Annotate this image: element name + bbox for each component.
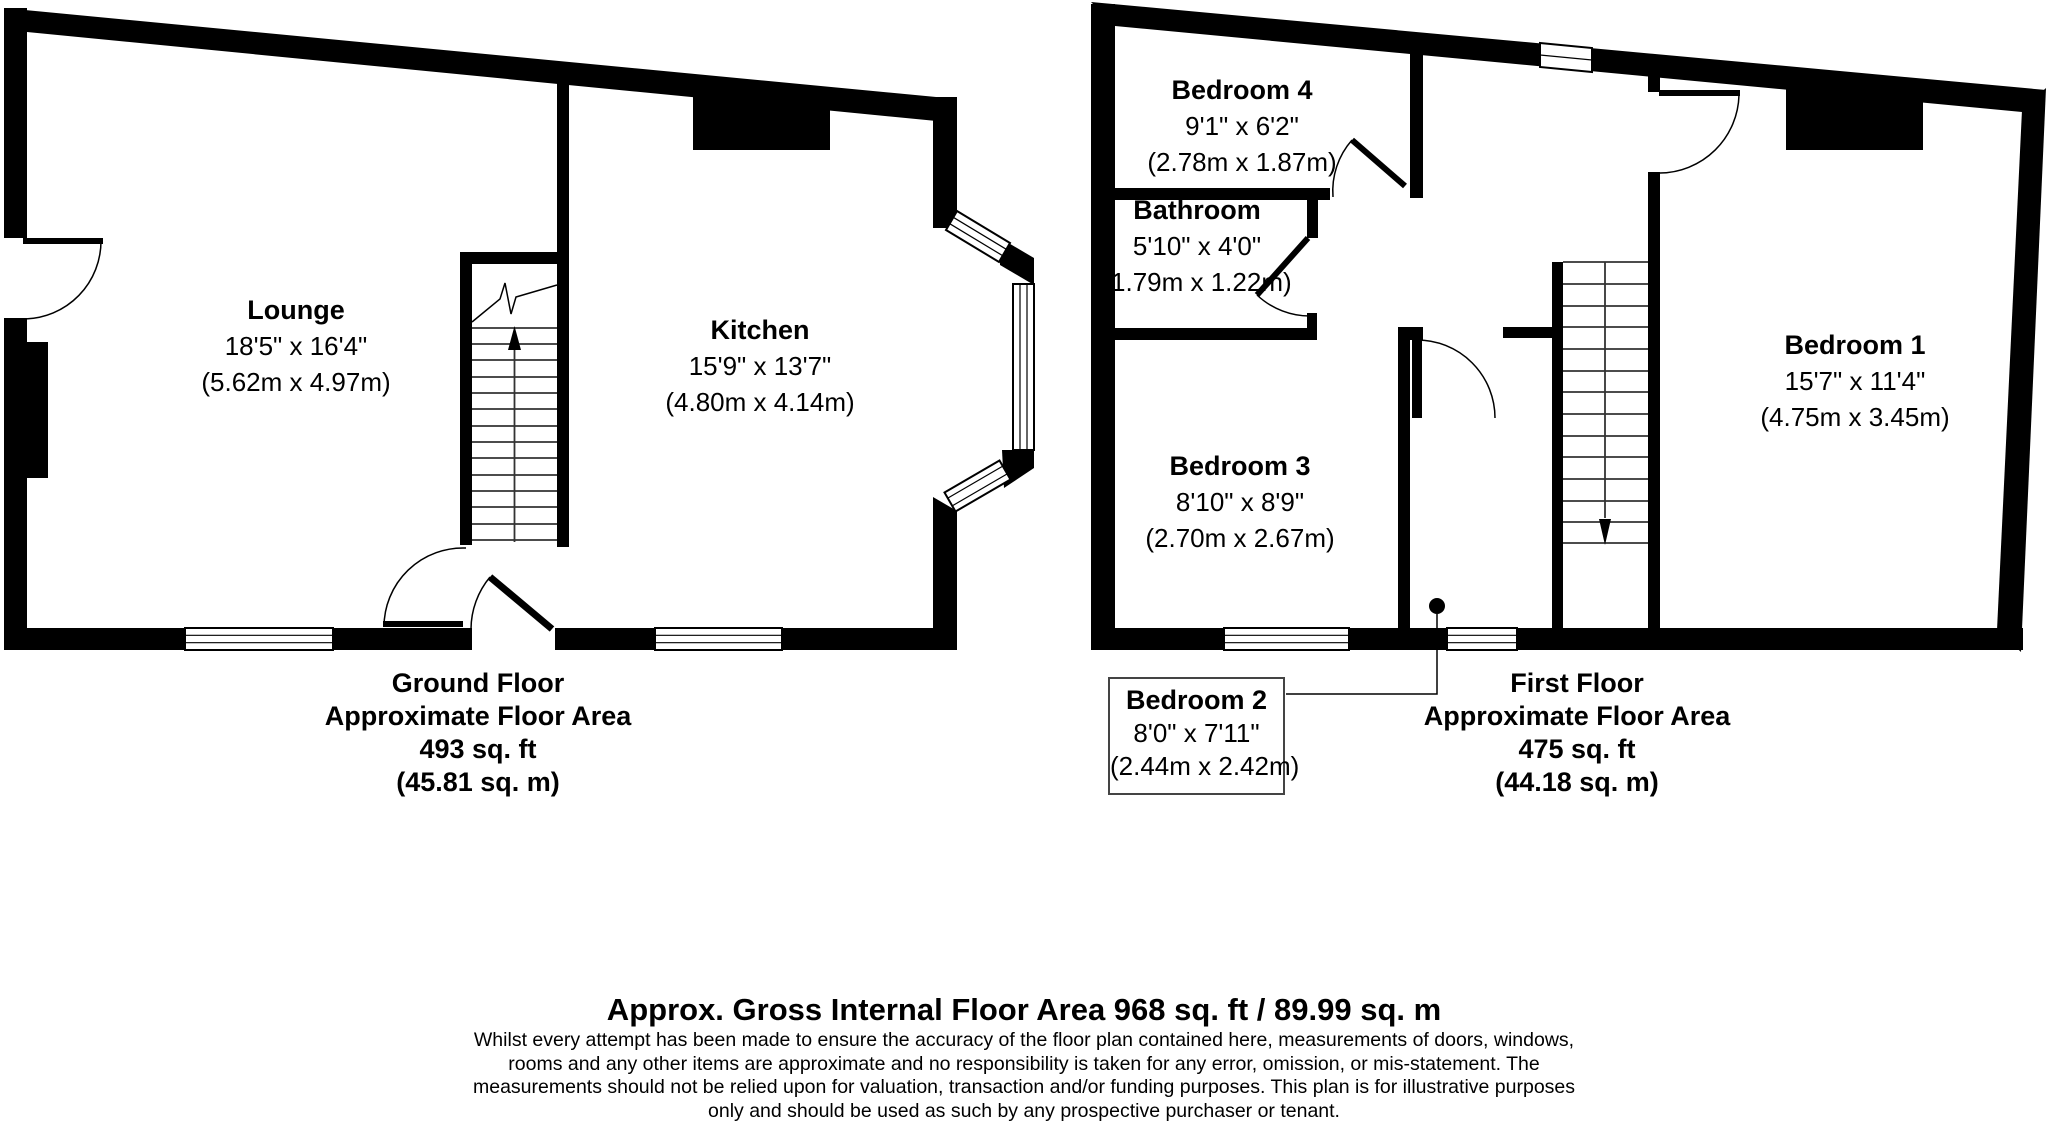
room-dims-m: (5.62m x 4.97m) bbox=[201, 364, 390, 400]
disclaimer-line: Whilst every attempt has been made to ensure the accuracy of the floor plan contained here, measurements of doors, windows, bbox=[473, 1029, 1575, 1053]
room-dims-m: (2.70m x 2.67m) bbox=[1145, 520, 1334, 556]
floor-title: Ground Floor bbox=[325, 667, 632, 700]
ground-floor-plan bbox=[4, 8, 1034, 650]
ground-floor-windows bbox=[185, 211, 1034, 650]
window-bedroom3 bbox=[1224, 628, 1349, 650]
first-floor-summary bbox=[1424, 667, 1731, 799]
room-dims-ft: 9'1" x 6'2" bbox=[1147, 108, 1336, 144]
room-dims-m: (2.78m x 1.87m) bbox=[1147, 144, 1336, 180]
disclaimer-line: measurements should not be relied upon for valuation, transaction and/or funding purposes. This plan is for illustrative purposes bbox=[473, 1076, 1575, 1100]
door-bedroom4 bbox=[1333, 140, 1405, 197]
room-name: Bedroom 4 bbox=[1147, 72, 1336, 108]
room-dims-ft: 5'10" x 4'0" bbox=[1102, 228, 1291, 264]
kitchen-label bbox=[665, 312, 854, 420]
window-bedroom2 bbox=[1447, 628, 1517, 650]
room-dims-ft: 18'5" x 16'4" bbox=[201, 328, 390, 364]
room-dims-ft: 15'9" x 13'7" bbox=[665, 348, 854, 384]
window-landing-top bbox=[1540, 43, 1592, 72]
stairs-down-arrow bbox=[1599, 519, 1611, 545]
room-name: Kitchen bbox=[665, 312, 854, 348]
floor-area-ft: 475 sq. ft bbox=[1424, 733, 1731, 766]
door-bedroom1 bbox=[1659, 93, 1740, 173]
room-dims-m: (4.80m x 4.14m) bbox=[665, 384, 854, 420]
stairs-up bbox=[472, 283, 557, 542]
floor-area-m: (45.81 sq. m) bbox=[325, 766, 632, 799]
stairs-down bbox=[1563, 262, 1648, 545]
ground-floor-summary bbox=[325, 667, 632, 799]
room-name: Bedroom 1 bbox=[1760, 327, 1949, 363]
room-dims-m: (2.44m x 2.42m) bbox=[1110, 750, 1283, 783]
disclaimer-line: rooms and any other items are approximate and no responsibility is taken for any error, omission, or mis-statement. The bbox=[473, 1053, 1575, 1077]
room-name: Lounge bbox=[201, 292, 390, 328]
room-name: Bathroom bbox=[1102, 192, 1291, 228]
window-front-left bbox=[185, 628, 333, 650]
bedroom1-label bbox=[1760, 327, 1949, 435]
window-front-right bbox=[655, 628, 782, 650]
door-bedroom2 bbox=[1417, 334, 1495, 418]
room-dims-ft: 15'7" x 11'4" bbox=[1760, 363, 1949, 399]
gross-area-title: Approx. Gross Internal Floor Area 968 sq. ft / 89.99 sq. m bbox=[607, 992, 1441, 1028]
door-lounge-passage bbox=[383, 548, 466, 627]
bedroom4-label bbox=[1147, 72, 1336, 180]
door-lounge-entrance bbox=[23, 241, 103, 319]
room-dims-m: (1.79m x 1.22m) bbox=[1102, 264, 1291, 300]
floor-subtitle: Approximate Floor Area bbox=[325, 700, 632, 733]
lounge-label bbox=[201, 292, 390, 400]
room-dims-ft: 8'10" x 8'9" bbox=[1145, 484, 1334, 520]
room-name: Bedroom 3 bbox=[1145, 448, 1334, 484]
floor-title: First Floor bbox=[1424, 667, 1731, 700]
disclaimer-text bbox=[473, 1029, 1575, 1123]
ground-floor-walls bbox=[4, 8, 1034, 650]
floor-area-ft: 493 sq. ft bbox=[325, 733, 632, 766]
room-dims-ft: 8'0" x 7'11" bbox=[1110, 717, 1283, 750]
room-name: Bedroom 2 bbox=[1110, 684, 1283, 717]
room-dims-m: (4.75m x 3.45m) bbox=[1760, 399, 1949, 435]
floor-subtitle: Approximate Floor Area bbox=[1424, 700, 1731, 733]
bathroom-label bbox=[1102, 192, 1291, 300]
door-front-entrance bbox=[471, 577, 552, 629]
floor-area-m: (44.18 sq. m) bbox=[1424, 766, 1731, 799]
stairs-up-arrow bbox=[508, 326, 521, 350]
bedroom3-label bbox=[1145, 448, 1334, 556]
disclaimer-line: only and should be used as such by any prospective purchaser or tenant. bbox=[473, 1100, 1575, 1123]
bedroom2-label-box bbox=[1108, 677, 1285, 795]
bedroom2-callout-dot bbox=[1429, 598, 1445, 614]
